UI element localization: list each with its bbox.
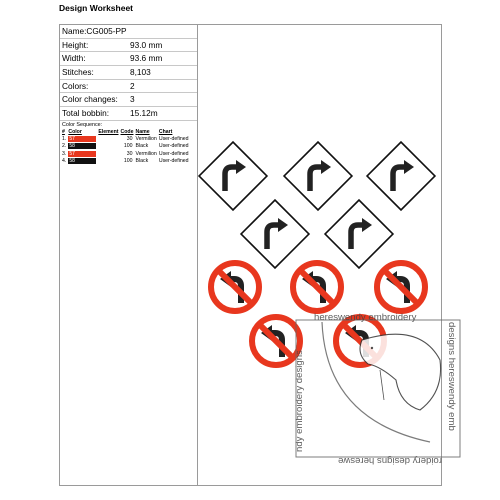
right-turn-sign-icon <box>367 142 435 210</box>
height-label: Height: <box>62 39 89 50</box>
row-num: 4. <box>62 158 67 165</box>
watermark-text-bottom: roidery designs hereswe <box>338 455 442 466</box>
page-title: Design Worksheet <box>59 3 134 13</box>
row-code: 100 <box>123 143 133 150</box>
no-left-turn-sign-icon <box>211 263 259 311</box>
col-code: Code <box>120 128 134 135</box>
color-swatch: 58 <box>68 143 96 149</box>
row-num: 1. <box>62 135 67 142</box>
watermark-text-right: designs hereswendy emb <box>446 322 457 431</box>
row-chart: User-defined <box>158 143 189 150</box>
width-value: 93.6 mm <box>130 53 163 64</box>
stitches-label: Stitches: <box>62 67 94 78</box>
right-turn-sign-icon <box>199 142 267 210</box>
col-chart: Chart <box>158 128 173 135</box>
row-name: Vermilion <box>135 135 157 142</box>
row-code: 100 <box>123 158 133 165</box>
row-code: 30 <box>126 135 133 142</box>
no-left-turn-sign-icon <box>377 263 425 311</box>
bobbin-value: 15.12m <box>130 108 158 119</box>
width-label: Width: <box>62 53 86 64</box>
bird-logo-icon <box>360 334 441 410</box>
col-name: Name <box>135 128 150 135</box>
design-name: Name:CG005-PP <box>62 26 127 36</box>
color-swatch: 58 <box>68 158 96 164</box>
right-turn-sign-icon <box>325 200 393 268</box>
bobbin-label: Total bobbin: <box>62 108 110 119</box>
no-left-turn-sign-icon <box>293 263 341 311</box>
height-value: 93.0 mm <box>130 39 163 50</box>
row-chart: User-defined <box>158 158 189 165</box>
row-name: Vermilion <box>135 150 157 157</box>
row-code: 30 <box>126 150 133 157</box>
row-chart: User-defined <box>158 135 189 142</box>
col-color: Color <box>68 128 82 135</box>
colors-value: 2 <box>130 80 135 91</box>
colors-label: Colors: <box>62 80 89 91</box>
right-turn-sign-icon <box>284 142 352 210</box>
row-chart: User-defined <box>158 150 189 157</box>
watermark-text-left: ndy embroidery designs <box>294 350 305 452</box>
color-changes-label: Color changes: <box>62 94 118 105</box>
color-sequence-caption: Color Sequence: <box>62 121 103 128</box>
col-element: Element <box>98 128 119 135</box>
row-name: Black <box>135 158 149 165</box>
row-name: Black <box>135 143 149 150</box>
color-swatch: 57 <box>68 151 96 157</box>
col-num: # <box>62 128 65 135</box>
row-num: 2. <box>62 143 67 150</box>
no-left-turn-sign-icon <box>252 317 300 365</box>
color-changes-value: 3 <box>130 94 135 105</box>
row-num: 3. <box>62 150 67 157</box>
right-turn-sign-icon <box>241 200 309 268</box>
stitches-value: 8,103 <box>130 67 151 78</box>
color-swatch: 57 <box>68 136 96 142</box>
watermark-text-top: hereswendy embroidery <box>314 312 417 323</box>
